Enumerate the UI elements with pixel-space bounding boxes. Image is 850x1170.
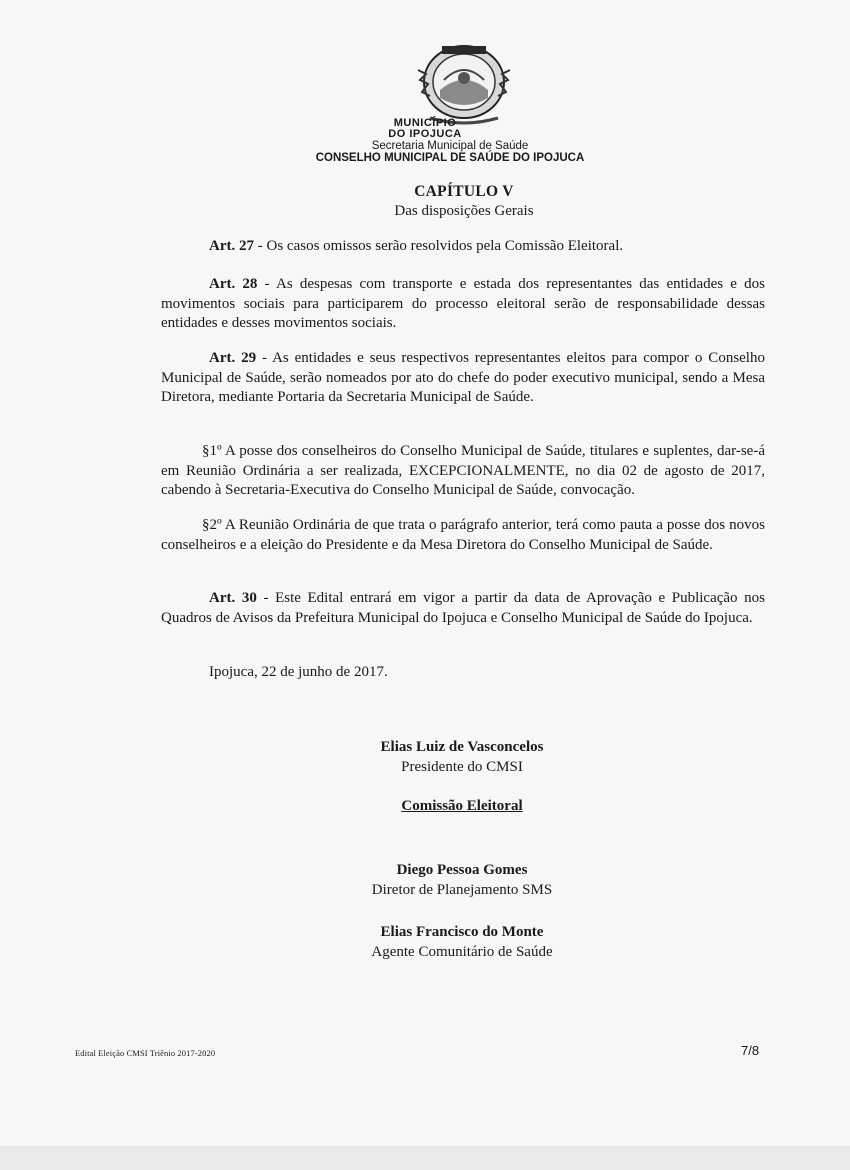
scan-bottom-edge — [0, 1146, 850, 1170]
member-2-signature — [300, 922, 624, 962]
member-2-name: Elias Francisco do Monte — [380, 924, 544, 940]
commission-heading — [300, 796, 624, 816]
article-27 — [161, 237, 765, 257]
member-1-name: Diego Pessoa Gomes — [396, 862, 528, 878]
article-28-text: - As despesas com transporte e estada dos representantes das entidades e dos movimentos sociais para participarem do processo eleitoral serão de responsabilidade dessas entidades e desses movimentos sociais. — [161, 276, 765, 331]
member-2-role: Agente Comunitário de Saúde — [371, 944, 553, 960]
article-30-text: - Este Edital entrará em vigor a partir da data de Aprovação e Publicação nos Quadros de Avisos da Prefeitura Municipal do Ipojuca e Conselho Municipal de Saúde do Ipojuca. — [161, 590, 765, 626]
secretariat-line: Secretaria Municipal de Saúde — [371, 140, 529, 152]
paragraph-2: §2º A Reunião Ordinária de que trata o parágrafo anterior, terá como pauta a posse dos novos conselheiros e a eleição do Presidente e da Mesa Diretora do Conselho Municipal de Saúde. — [161, 517, 765, 553]
article-29-text: - As entidades e seus respectivos representantes eleitos para compor o Conselho Municipal de Saúde, serão nomeados por ato do chefe do poder executivo municipal, sendo a Mesa Diretora, mediante Portaria da Secretaria Municipal de Saúde. — [161, 350, 765, 405]
president-name: Elias Luiz de Vasconcelos — [380, 739, 544, 755]
commission-title: Comissão Eleitoral — [401, 798, 523, 814]
municipality-name-label: DO IPOJUCA — [388, 128, 462, 140]
chapter-subtitle: Das disposições Gerais — [394, 203, 534, 219]
article-29 — [161, 349, 765, 408]
footer-document-name: Edital Eleição CMSI Triênio 2017-2020 — [75, 1048, 216, 1058]
paragraph-1: §1º A posse dos conselheiros do Conselho Municipal de Saúde, titulares e suplentes, dar-se-á em Reunião Ordinária a ser realizada, EXCEPCIONALMENTE, no dia 02 de agosto de 2017, cabendo à Secretaria-Executiva do Conselho Municipal de Saúde, convocação. — [161, 443, 765, 498]
article-27-text: - Os casos omissos serão resolvidos pela Comissão Eleitoral. — [254, 238, 624, 254]
chapter-title: CAPÍTULO V — [414, 183, 514, 200]
president-role: Presidente do CMSI — [401, 759, 523, 775]
place-and-date: Ipojuca, 22 de junho de 2017. — [209, 664, 388, 680]
article-29-label: Art. 29 — [209, 350, 257, 366]
footer-page-number: 7/8 — [741, 1043, 760, 1058]
member-1-role: Diretor de Planejamento SMS — [371, 882, 553, 898]
article-30 — [161, 589, 765, 628]
council-line: CONSELHO MUNICIPAL DE SAÚDE DO IPOJUCA — [315, 152, 585, 164]
article-28 — [161, 275, 765, 334]
article-27-label: Art. 27 — [209, 238, 254, 254]
president-signature — [300, 737, 624, 777]
municipality-label: MUNICÍPIO — [393, 117, 457, 129]
article-30-label: Art. 30 — [209, 590, 257, 606]
municipal-crest-logo — [412, 40, 516, 128]
article-28-label: Art. 28 — [209, 276, 258, 292]
member-1-signature — [300, 860, 624, 900]
